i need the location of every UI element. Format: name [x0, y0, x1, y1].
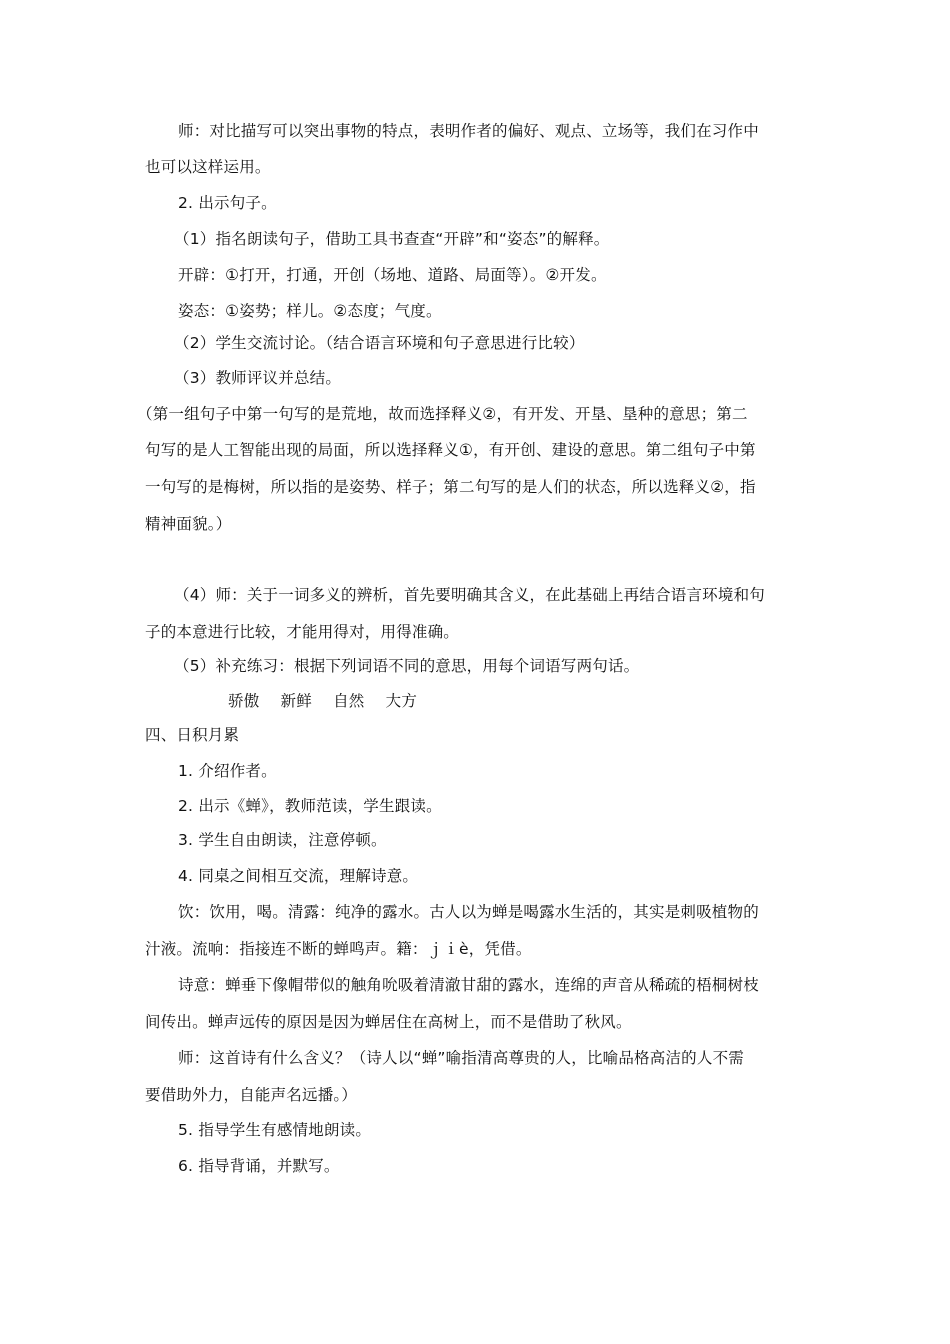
sub-item-1: （1）指名朗读句子，借助工具书查查“开辟”和“姿态”的解释。 [174, 230, 610, 248]
list-item-3: 3. 学生自由朗读，注意停顿。 [178, 831, 387, 849]
vocabulary-word: 自然 [333, 692, 365, 710]
paragraph-teacher-contrast-line1: 师：对比描写可以突出事物的特点，表明作者的偏好、观点、立场等，我们在习作中 [178, 122, 759, 140]
list-item-1: 1. 介绍作者。 [178, 762, 277, 780]
definition-kaipi: 开辟：①打开，打通，开创（场地、道路、局面等）。②开发。 [178, 266, 607, 284]
vocabulary-word-list [228, 691, 433, 711]
list-item-2: 2. 出示《蝉》，教师范读，学生跟读。 [178, 797, 442, 815]
paragraph-teacher-contrast-line2: 也可以这样运用。 [145, 158, 271, 176]
list-item-5: 5. 指导学生有感情地朗读。 [178, 1121, 372, 1139]
list-item-6: 6. 指导背诵，并默写。 [178, 1157, 340, 1175]
summary-note-line3: 一句写的是梅树，所以指的是姿势、样子；第二句写的是人们的状态，所以选释义②，指 [145, 478, 756, 496]
summary-note-line1: （第一组句子中第一句写的是荒地，故而选择释义②，有开发、开垦、垦种的意思；第二 [137, 405, 748, 423]
teacher-question-line2: 要借助外力，自能声名远播。） [145, 1086, 358, 1104]
teacher-question-line1: 师：这首诗有什么含义？（诗人以“蝉”喻指清高尊贵的人，比喻品格高洁的人不需 [178, 1049, 744, 1067]
sub-item-5: （5）补充练习：根据下列词语不同的意思，用每个词语写两句话。 [174, 657, 640, 675]
poem-meaning-line2: 间传出。蝉声远传的原因是因为蝉居住在高树上，而不是借助了秋风。 [145, 1013, 632, 1031]
vocabulary-word: 新鲜 [280, 692, 312, 710]
sub-item-3: （3）教师评议并总结。 [174, 369, 342, 387]
vocabulary-word: 骄傲 [228, 692, 260, 710]
step-2-heading: 2. 出示句子。 [178, 194, 277, 212]
poem-meaning-line1: 诗意：蝉垂下像帽带似的触角吮吸着清澈甘甜的露水，连绵的声音从稀疏的梧桐树枝 [178, 976, 759, 994]
sub-item-4-line2: 子的本意进行比较，才能用得对，用得准确。 [145, 623, 460, 641]
sub-item-2: （2）学生交流讨论。（结合语言环境和句子意思进行比较） [174, 334, 585, 352]
sub-item-4-line1: （4）师：关于一词多义的辨析，首先要明确其含义，在此基础上再结合语言环境和句 [174, 586, 765, 604]
definition-zitai: 姿态：①姿势；样儿。②态度；气度。 [178, 302, 442, 320]
summary-note-line4: 精神面貌。） [145, 515, 232, 533]
gloss-line2: 汁液。流响：指接连不断的蝉鸣声。籍：ｊｉè，凭借。 [145, 940, 532, 958]
vocabulary-word: 大方 [385, 692, 418, 710]
summary-note-line2: 句写的是人工智能出现的局面，所以选择释义①，有开创、建设的意思。第二组句子中第 [145, 441, 756, 459]
section-4-heading: 四、日积月累 [145, 726, 240, 744]
gloss-line1: 饮：饮用，喝。清露：纯净的露水。古人以为蝉是喝露水生活的，其实是刺吸植物的 [178, 903, 759, 921]
list-item-4: 4. 同桌之间相互交流，理解诗意。 [178, 867, 419, 885]
